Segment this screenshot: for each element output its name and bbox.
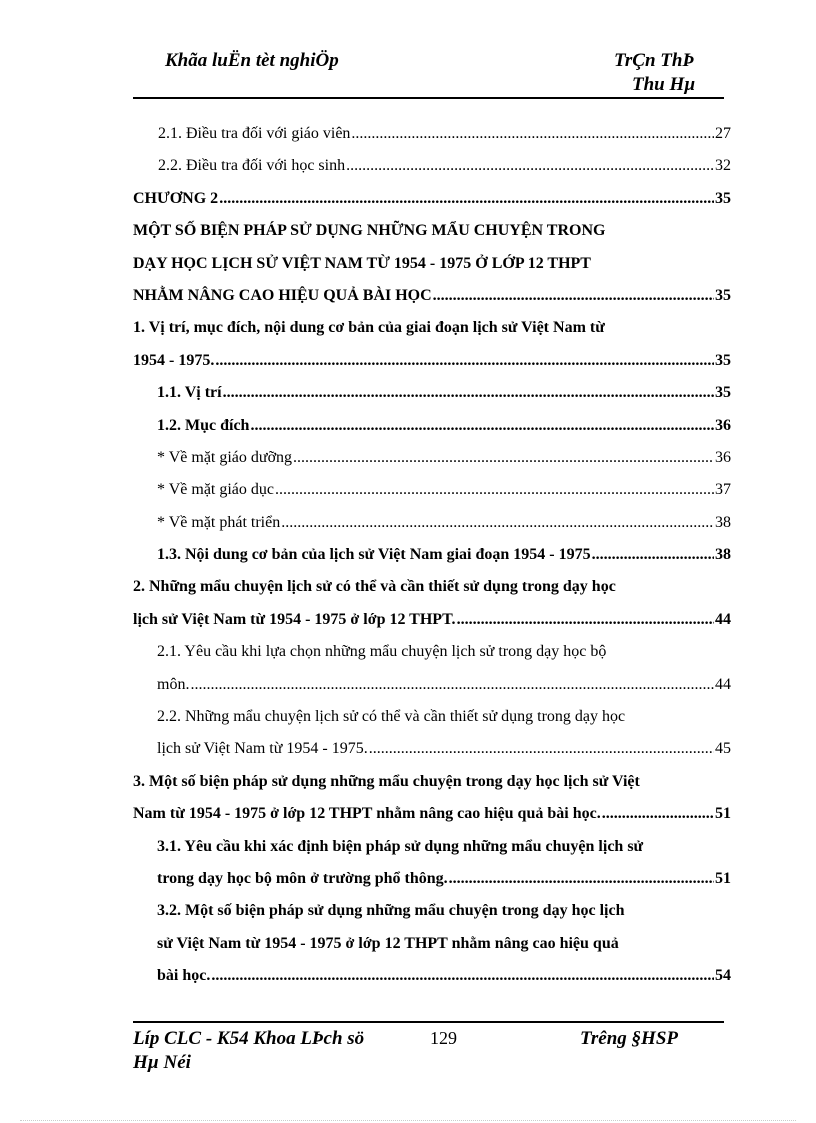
header-author-line1: TrÇn ThÞ	[614, 50, 695, 71]
toc-section-entry: Nam từ 1954 - 1975 ở lớp 12 THPT nhằm nâng cao hiệu quả bài học. ..... 51	[133, 798, 731, 830]
toc-chapter-title-line: NHẰM NÂNG CAO HIỆU QUẢ BÀI HỌC ..... 35	[133, 280, 731, 312]
header-author-line2: Thu Hµ	[632, 74, 696, 95]
toc-section-entry: 3. Một số biện pháp sử dụng những mẩu chuyện trong dạy học lịch sử Việt	[133, 772, 640, 790]
toc-subsection-entry: lịch sử Việt Nam từ 1954 - 1975. ..... 45	[133, 733, 731, 765]
toc-subsection-entry: 2.1. Yêu cầu khi lựa chọn những mẩu chuyện lịch sử trong dạy học bộ	[157, 643, 607, 661]
toc-chapter-title-line: DẠY HỌC LỊCH SỬ VIỆT NAM TỪ 1954 - 1975 Ở LỚP 12 THPT	[133, 254, 591, 272]
toc-item-entry: * Về mặt giáo dưỡng ..... 36	[133, 442, 731, 474]
toc-section-entry: lịch sử Việt Nam từ 1954 - 1975 ở lớp 12 THPT. ..... 44	[133, 604, 731, 636]
toc-subsection-entry: 2.2. Những mẩu chuyện lịch sử có thể và cần thiết sử dụng trong dạy học	[157, 708, 626, 726]
toc-chapter-entry: CHƯƠNG 2 ..... 35	[133, 183, 731, 215]
toc-subsection-entry: sử Việt Nam từ 1954 - 1975 ở lớp 12 THPT nhằm nâng cao hiệu quả	[157, 934, 619, 952]
toc-subsection-entry: 1.3. Nội dung cơ bản của lịch sử Việt Nam giai đoạn 1954 - 1975 ..... 38	[133, 539, 731, 571]
footer-left-line2: Hµ Néi	[133, 1052, 191, 1073]
toc-subsection-entry: 3.1. Yêu cầu khi xác định biện pháp sử dụng những mẩu chuyện lịch sử	[157, 837, 644, 855]
toc-chapter-title-line: MỘT SỐ BIỆN PHÁP SỬ DỤNG NHỮNG MẨU CHUYỆN TRONG	[133, 222, 606, 240]
toc-subsection-entry: 1.2. Mục đích ..... 36	[133, 410, 731, 442]
toc-entry: 2.2. Điều tra đối với học sinh ..... 32	[133, 150, 731, 182]
toc-section-entry: 2. Những mẩu chuyện lịch sử có thể và cần thiết sử dụng trong dạy học	[133, 578, 616, 596]
toc-subsection-entry: 1.1. Vị trí ..... 35	[133, 377, 731, 409]
toc-item-entry: * Về mặt phát triển ..... 38	[133, 507, 731, 539]
header-left-title: Khãa luËn tèt nghiÖp	[165, 50, 339, 71]
toc-item-entry: * Về mặt giáo dục ..... 37	[133, 474, 731, 506]
footer-right: Trêng §HSP	[580, 1028, 678, 1049]
page-edge-divider	[20, 1120, 796, 1121]
footer-rule	[133, 1021, 724, 1023]
page-number: 129	[430, 1028, 457, 1048]
toc-subsection-entry: môn. ..... 44	[133, 669, 731, 701]
toc-section-entry: 1954 - 1975. ..... 35	[133, 345, 731, 377]
toc-section-entry: 1. Vị trí, mục đích, nội dung cơ bản của giai đoạn lịch sử Việt Nam từ	[133, 319, 605, 337]
header-rule	[133, 97, 724, 99]
table-of-contents	[133, 118, 731, 993]
toc-subsection-entry: bài học. ..... 54	[133, 960, 731, 992]
toc-entry: 2.1. Điều tra đối với giáo viên ..... 27	[133, 118, 731, 150]
toc-subsection-entry: trong dạy học bộ môn ở trường phổ thông. ..... 51	[133, 863, 731, 895]
toc-subsection-entry: 3.2. Một số biện pháp sử dụng những mẩu chuyện trong dạy học lịch	[157, 902, 625, 920]
footer-left-line1: Líp CLC - K54 Khoa LÞch sö	[133, 1028, 365, 1049]
